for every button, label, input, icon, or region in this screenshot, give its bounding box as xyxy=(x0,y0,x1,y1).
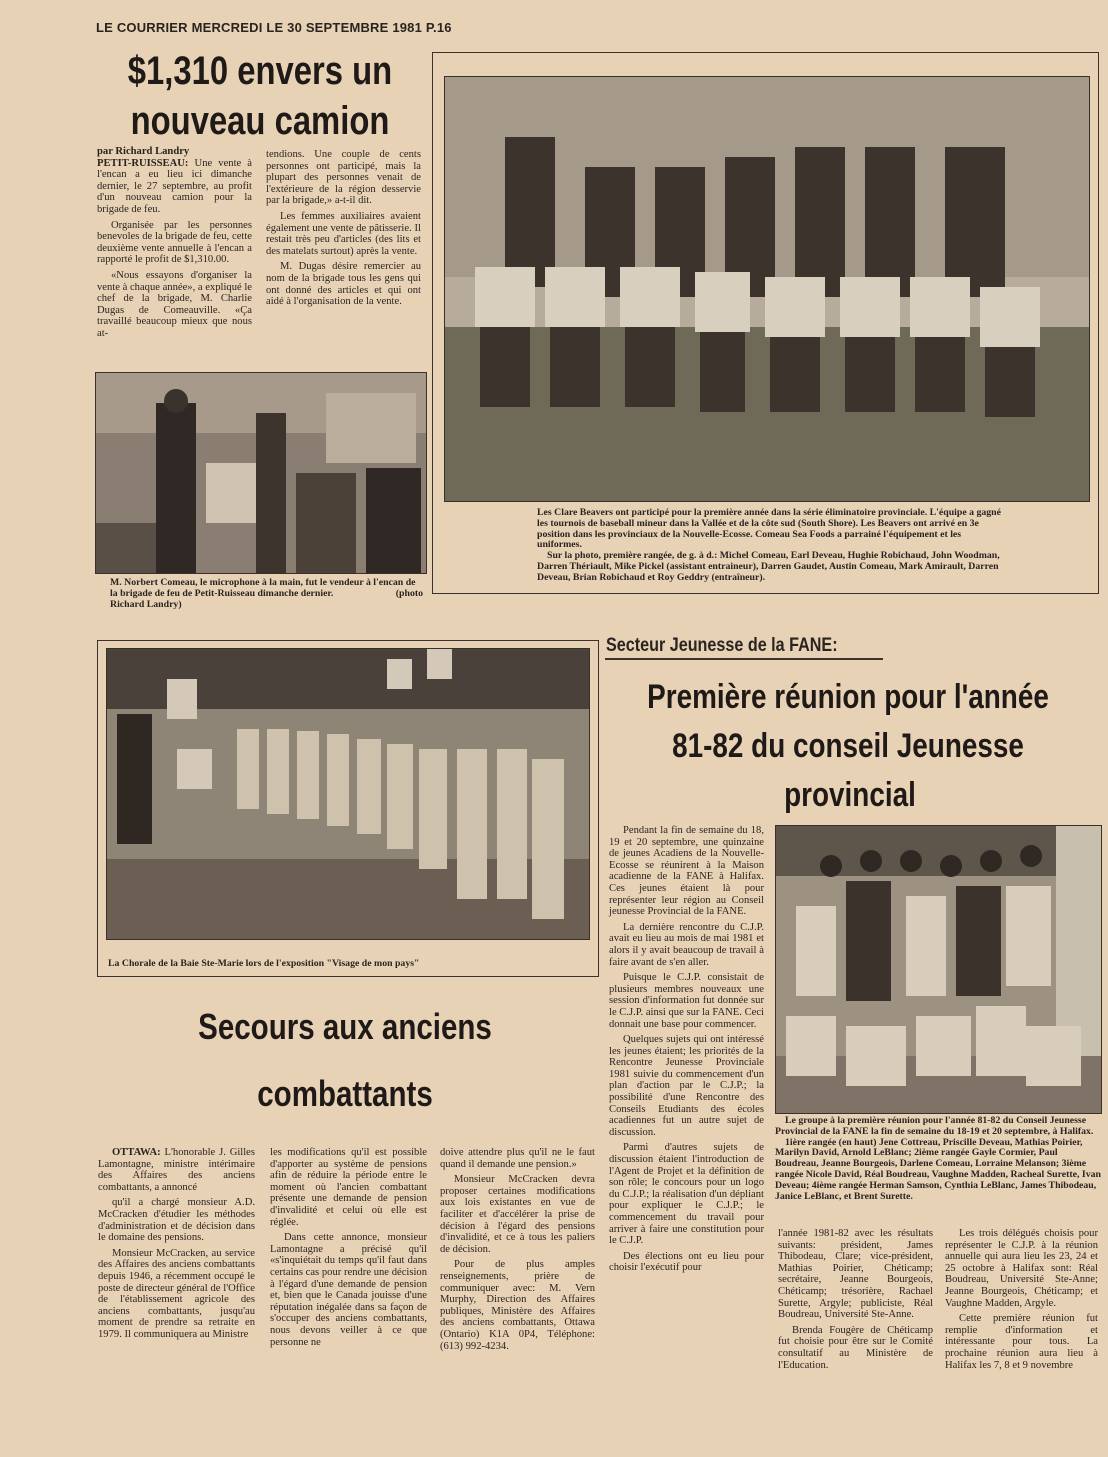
article2-paragraph: Monsieur McCracken devra proposer certaines modifications aux lois existantes en vue de faciliter et d'accélérer la prise de décision à l'égard des pensions d'invalidité, et ce à tous les paliers de décision. xyxy=(440,1174,595,1255)
article3-paragraph: Les trois délégués choisis pour représenter le C.J.P. à la réunion annuelle qui aura lieu les 23, 24 et 25 octobre à Halifax sont: Réal Boudreau, Université Ste-Anne; Jeanne Bourgeois, Chéticamp; et Vaughne Madden, Argyle. xyxy=(945,1228,1098,1309)
chorale-photo-image xyxy=(107,649,589,939)
article2-paragraph: Pour de plus amples renseignements, prière de communiquer avec: M. Vern Murphy, Direction des Affaires publiques, Ministère des Affaires des anciens combattants, Ottawa (Ontario) K1A 0P4, Téléphone: (613) 992-4234. xyxy=(440,1259,595,1352)
fane-group-photo xyxy=(775,825,1102,1114)
article2-paragraph: qu'il a chargé monsieur A.D. McCracken d'étudier les méthodes d'administration et de décision dans le domaine des pensions. xyxy=(98,1197,255,1244)
article2-paragraph: OTTAWA: L'honorable J. Gilles Lamontagne, ministre intérimaire des Affaires des anciens combattants, a annoncé xyxy=(98,1147,255,1193)
article1-column2 xyxy=(266,149,421,312)
article3-headline-line3: provincial xyxy=(784,776,916,814)
article1-paragraph: tendions. Une couple de cents personnes ont participé, mais la plupart des personnes venait de l'extérieure de la région desservie par la brigade,» a-t-il dit. xyxy=(266,149,421,207)
article3-paragraph: Cette première réunion fut remplie d'information et intéressante pour tous. La prochaine réunion aura lieu à Halifax les 7, 8 et 9 novembre xyxy=(945,1313,1098,1371)
beavers-caption xyxy=(537,508,1007,584)
beavers-team-photo-image xyxy=(445,77,1089,501)
article3-paragraph: Puisque le C.J.P. consistait de plusieurs membres nouveaux une session d'information fut donnée sur le C.J.P. ainsi que sur la FANE. Ceci donnait une base pour commencer. xyxy=(609,972,764,1030)
article2-paragraph: les modifications qu'il est possible d'apporter au système de pensions afin de réduire la période entre le moment où l'ancien combattant présente une demande de pension d'invalidité et celui où elle est réglée. xyxy=(270,1147,427,1228)
article3-kicker: Secteur Jeunesse de la FANE: xyxy=(606,635,838,656)
article2-column3 xyxy=(440,1147,595,1356)
article2-headline-line2: combattants xyxy=(257,1073,433,1114)
chorale-photo xyxy=(106,648,590,940)
article3-paragraph: l'année 1981-82 avec les résultats suivants: président, James Thibodeau, Clare; vice-président, Mathias Poirier, Chéticamp; secrétaire, Jeanne Bourgeois, Chéticamp; trésorière, Rachael Surette, Argyle; publiciste, Réal Boudreau, Université Ste-Anne. xyxy=(778,1228,933,1321)
byline: par Richard Landry xyxy=(97,146,190,157)
article3-headline-line1: Première réunion pour l'année xyxy=(647,678,1049,716)
auction-photo xyxy=(95,372,427,574)
beavers-caption-text: Les Clare Beavers ont participé pour la première année dans la série éliminatoire provinciale. L'équipe a gagné les tournois de baseball mineur dans la Vallée et de la côte sud (South Shore). Les Beavers ont arrivé en 3e position dans les provinciaux de la Nouvelle-Ecosse. Comeau Sea Foods a parrainé l'équipement et les uniformes. xyxy=(537,507,1001,551)
running-head: LE COURRIER MERCREDI LE 30 SEPTEMBRE 1981 P.16 xyxy=(96,20,452,35)
article2-paragraph: Monsieur McCracken, au service des Affaires des anciens combattants depuis 1946, a récemment occupé le poste de directeur général de l'Office de l'établissement agricole des anciens combattants, jusqu'au moment de prendre sa retraite en 1979. Il communiquera au Ministre xyxy=(98,1247,255,1340)
article1-column1 xyxy=(97,146,252,344)
chorale-caption: La Chorale de la Baie Ste-Marie lors de l'exposition "Visage de mon pays" xyxy=(108,958,420,969)
article2-column2 xyxy=(270,1147,427,1352)
article1-paragraph: PETIT-RUISSEAU: Une vente à l'encan a eu lieu ici dimanche dernier, le 27 septembre, au profit d'un nouveau camion pour la brigade de feu. xyxy=(97,157,253,215)
article1-paragraph: Les femmes auxiliaires avaient également une vente de pâtisserie. Il restait très peu d'articles (des lits et des matelats surtout) après la vente. xyxy=(266,210,421,257)
article1-headline-line1: $1,310 envers un xyxy=(127,49,393,93)
auction-photo-image xyxy=(96,373,426,573)
article3-paragraph: Quelques sujets qui ont intéressé les jeunes étaient; les priorités de la Rencontre Jeunesse Provinciale 1981 suivie du commencement d'un plan d'action par le C.J.P.; la possibilité d'une Rencontre des Conseils Etudiants des écoles acadiennes fut un autre sujet de discussion. xyxy=(609,1034,764,1138)
photo-credit: (photo Richard Landry) xyxy=(110,587,424,610)
dateline: OTTAWA: xyxy=(112,1147,161,1158)
article1-paragraph: «Nous essayons d'organiser la vente à chaque année», a expliqué le chef de la brigade, M. Charlie Dugas de Comeauville. «Ça travaillé beaucoup mieux que nous at- xyxy=(97,269,253,339)
article1-paragraph: M. Dugas désire remercier au nom de la brigade tous les gens qui ont donné des articles et qui ont aidé à l'organisation de la vente. xyxy=(266,261,421,308)
article2-paragraph: Dans cette annonce, monsieur Lamontagne a précisé qu'il «s'inquiétait du temps qu'il faut dans certains cas pour rendre une décision à l'égard d'une demande de pension et, bien que le Canada jouisse d'une réputation inégalée dans sa façon de s'occuper des anciens combattants, nous devons veiller à ce que personne ne xyxy=(270,1232,427,1348)
article3-paragraph: La dernière rencontre du C.J.P. avait eu lieu au mois de mai 1981 et alors il y avait beaucoup de travail à faire avant de s'en aller. xyxy=(609,921,764,968)
article3-paragraph: Des élections ont eu lieu pour choisir l'exécutif pour xyxy=(609,1250,764,1274)
article3-column2 xyxy=(778,1228,933,1375)
article3-headline-line2: 81-82 du conseil Jeunesse xyxy=(672,727,1024,765)
fane-photo-caption-names: 1ière rangée (en haut) Jene Cottreau, Priscille Deveau, Mathias Poirier, Marilyn David, Arnold LeBlanc; 2ième rangée Gayle Cormier, Paul Boudreau, Jeanne Bourgeois, Darlene Comeau, Lorraine Melanson; 3ième rangée Nicole David, Réal Boudreau, Vaughne Madden, Racheal Surette, Ivan Deveau; 4ième rangée Herman Samson, Cynthia LeBlanc, James Thibodeau, Janice LeBlanc, et Brent Surette. xyxy=(775,1136,1101,1202)
article3-column3 xyxy=(945,1228,1098,1375)
article3-paragraph: Brenda Fougère de Chéticamp fut choisie pour être sur le Comité consultatif au Ministère de l'Education. xyxy=(778,1324,933,1371)
article1-headline-line2: nouveau camion xyxy=(130,99,390,143)
article2-column1 xyxy=(98,1147,255,1345)
fane-photo-caption-text: Le groupe à la première réunion pour l'année 81-82 du Conseil Jeunesse Provincial de la FANE la fin de semaine du 18-19 et 20 septembre, à Halifax. xyxy=(775,1115,1094,1137)
article2-headline-line1: Secours aux anciens xyxy=(198,1006,492,1047)
beavers-caption-names: Sur la photo, première rangée, de g. à d.: Michel Comeau, Earl Deveau, Hughie Robichaud, John Woodman, Darren Thériault, Mike Pickel (assistant entraineur), Darren Gaudet, Austin Comeau, Mark Amirault, Darren Deveau, Brian Robichaud et Roy Geddry (entraîneur). xyxy=(537,550,1000,583)
article3-paragraph: Pendant la fin de semaine du 18, 19 et 20 septembre, une quinzaine de jeunes Acadiens de la Nouvelle-Ecosse se réunirent à la Maison acadienne de la FANE à Halifax. Ces jeunes étaient là pour représenter leur région au Conseil jeunesse Provincial de la FANE. xyxy=(609,825,764,918)
fane-photo-caption xyxy=(775,1116,1103,1202)
article2-paragraph: doive attendre plus qu'il ne le faut quand il demande une pension.» xyxy=(440,1147,595,1170)
dateline: PETIT-RUISSEAU: xyxy=(97,157,189,169)
fane-group-photo-image xyxy=(776,826,1101,1113)
auction-photo-caption: M. Norbert Comeau, le microphone à la main, fut le vendeur à l'encan de la brigade de feu de Petit-Ruisseau dimanche dernier. (photo Richard Landry) xyxy=(110,577,424,610)
kicker-rule xyxy=(605,658,883,660)
article1-paragraph: Organisée par les personnes benevoles de la brigade de feu, cette deuxième vente annuelle à l'encan a rapporté le profit de $1,310.00. xyxy=(97,219,252,266)
article3-column1 xyxy=(609,825,764,1278)
article3-paragraph: Parmi d'autres sujets de discussion étaient l'introduction de l'Agent de Projet et la définition de son rôle; le concours pour un logo du C.J.P.; la réalisation d'un dépliant pour expliquer le C.J.P.; le commencement du travail pour arriver à faire une constitution pour le C.J.P. xyxy=(609,1142,764,1247)
beavers-team-photo xyxy=(444,76,1090,502)
